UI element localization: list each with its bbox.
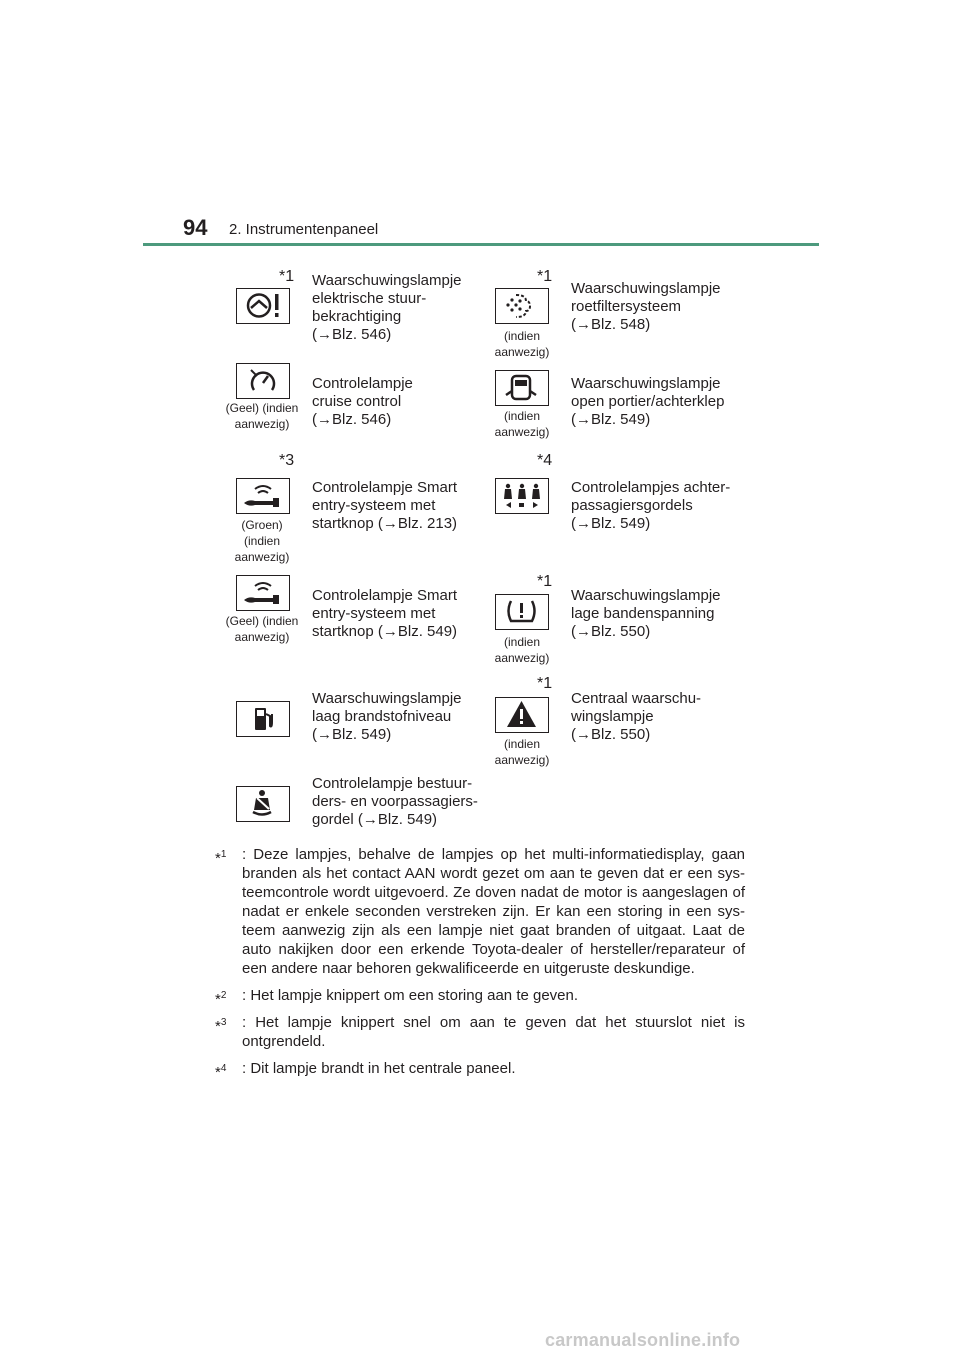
availability-note: (Groen) (indien aanwezig): [234, 518, 290, 564]
footnote-marker: *1: [279, 268, 295, 285]
desc-line: Controlelampje Smart: [312, 479, 458, 496]
footnote-1: [215, 845, 745, 978]
desc-fuel-level: [312, 690, 487, 744]
footnote-marker: *$^4$: [215, 1063, 227, 1081]
desc-line: ders- en voorpassagiers-: [312, 793, 478, 810]
desc-line: cruise control: [312, 393, 402, 410]
desc-tire-pressure: [571, 587, 746, 641]
page-number: 94: [183, 215, 208, 240]
desc-line: (→Blz. 550): [571, 623, 651, 640]
desc-rear-seatbelt: [571, 479, 746, 533]
availability-note: (indien aanwezig): [494, 635, 550, 665]
desc-line: (→Blz. 549): [312, 726, 392, 743]
footnote-marker: *1: [537, 573, 553, 590]
desc-open-door: [571, 375, 746, 429]
desc-line: passagiersgordels: [571, 497, 693, 514]
desc-line: (→Blz. 546): [312, 411, 392, 428]
power-steering-warning-icon: [236, 288, 290, 324]
footnote-marker: *4: [537, 452, 553, 469]
desc-particulate-filter: [571, 280, 746, 334]
footnote-marker: *1: [537, 268, 553, 285]
desc-line: bekrachtiging: [312, 308, 402, 325]
open-door-icon: [495, 370, 549, 406]
desc-cruise-control: [312, 375, 487, 429]
desc-master-warning: [571, 690, 746, 744]
footnote-2: [215, 986, 745, 1008]
availability-note: (indien aanwezig): [494, 329, 550, 359]
availability-note: (Geel) (indien aanwezig): [225, 401, 299, 431]
desc-line: Waarschuwingslampje: [571, 280, 721, 297]
footnote-4: [215, 1059, 745, 1081]
desc-front-seatbelt: [312, 775, 487, 829]
desc-line: startknop (→Blz. 213): [312, 515, 458, 532]
smart-entry-icon: [236, 478, 290, 514]
desc-line: Waarschuwingslampje: [312, 272, 462, 289]
watermark: carmanualsonline.info: [545, 1330, 741, 1350]
desc-smart-entry-green: [312, 479, 487, 533]
desc-line: Controlelampje Smart: [312, 587, 458, 604]
fuel-level-icon: [236, 701, 290, 737]
seatbelt-icon: [236, 786, 290, 822]
header-divider: [143, 243, 819, 246]
desc-line: open portier/achterklep: [571, 393, 725, 410]
desc-line: gordel (→Blz. 549): [312, 811, 438, 828]
rear-seatbelt-icon: [495, 478, 549, 514]
footnote-marker: *$^3$: [215, 1017, 227, 1035]
desc-smart-entry-yellow: [312, 587, 487, 641]
footnote-3: [215, 1013, 745, 1051]
desc-line: (→Blz. 549): [571, 411, 651, 428]
availability-note: (Geel) (indien aanwezig): [225, 614, 299, 644]
desc-line: roetfiltersysteem: [571, 298, 682, 315]
footnote-text: : Het lampje knippert om een storing aan te geven.: [242, 987, 579, 1004]
desc-line: Controlelampje: [312, 375, 413, 392]
footnote-marker: *3: [279, 452, 295, 469]
section-title: 2. Instrumentenpaneel: [229, 221, 379, 238]
desc-line: (→Blz. 549): [571, 515, 651, 532]
footnote-text: : Dit lampje brandt in het centrale paneel.: [242, 1060, 516, 1077]
desc-line: Waarschuwingslampje: [571, 375, 721, 392]
desc-line: laag brandstofniveau: [312, 708, 452, 725]
desc-line: entry-systeem met: [312, 605, 436, 622]
availability-note: (indien aanwezig): [494, 409, 550, 439]
footnote-marker: *$^2$: [215, 990, 227, 1008]
cruise-control-icon: [236, 363, 290, 399]
desc-line: Controlelampje bestuur-: [312, 775, 473, 792]
desc-line: (→Blz. 546): [312, 326, 392, 343]
desc-line: Waarschuwingslampje: [571, 587, 721, 604]
desc-line: wingslampje: [571, 708, 654, 725]
footnote-text: : Deze lampjes, behalve de lampjes op het multi-informatiedisplay, gaan branden als het contact AAN wordt gezet om aan te geven dat er een sys-teemcontrole wordt uitgevoerd. Ze doven nadat de motor is aangeslagen of nadat er enkele seconden verstreken zijn. Er kan een storing in een sys-teem aanwezig zijn als een lampje niet gaat branden of uitgaat. Laat de auto nakijken door een erkende Toyota-dealer of hersteller/reparateur of een andere naar behoren gekwalificeerde en uitgeruste deskundige.: [242, 846, 745, 977]
footnotes: [215, 845, 745, 1086]
tire-pressure-icon: [495, 594, 549, 630]
desc-line: Centraal waarschu-: [571, 690, 702, 707]
footnote-marker: *$^1$: [215, 849, 227, 867]
desc-line: lage bandenspanning: [571, 605, 715, 622]
footnote-text: : Het lampje knippert snel om aan te geven dat het stuurslot niet is ontgrendeld.: [242, 1014, 745, 1050]
desc-line: (→Blz. 548): [571, 316, 651, 333]
smart-entry-icon: [236, 575, 290, 611]
desc-power-steering: [312, 272, 487, 344]
availability-note: (indien aanwezig): [494, 737, 550, 767]
footnote-marker: *1: [537, 675, 553, 692]
desc-line: elektrische stuur-: [312, 290, 427, 307]
particulate-filter-icon: [495, 288, 549, 324]
desc-line: entry-systeem met: [312, 497, 436, 514]
desc-line: startknop (→Blz. 549): [312, 623, 458, 640]
desc-line: (→Blz. 550): [571, 726, 651, 743]
desc-line: Controlelampjes achter-: [571, 479, 731, 496]
desc-line: Waarschuwingslampje: [312, 690, 462, 707]
master-warning-icon: [495, 697, 549, 733]
